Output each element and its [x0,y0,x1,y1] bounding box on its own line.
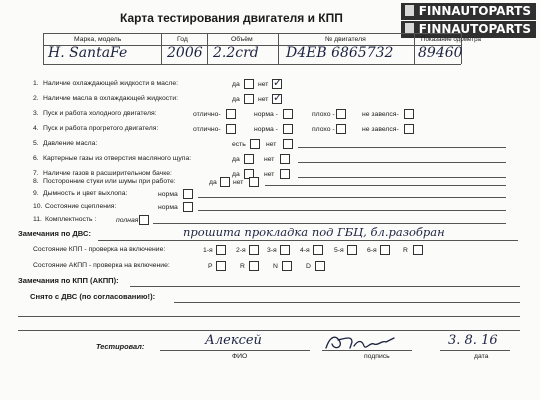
item-number: 11. [33,216,42,223]
header-divider [161,33,162,64]
item-number: 3. [33,110,39,117]
option-label: не завелся- [362,126,399,133]
item-label: Пуск и работа прогретого двигателя: [43,125,159,132]
header-bottom-rule [43,64,461,65]
remarks-engine-value: прошита прокладка под ГБЦ, бл.разобран [183,225,445,239]
checkbox-bad[interactable] [336,109,346,119]
gear-checkbox[interactable] [413,245,423,255]
remarks-kpp-label: Замечания по КПП (АКПП): [18,276,119,285]
logo-icon [405,5,414,16]
checkbox-yes[interactable] [244,79,254,89]
engine-number-value: D4EB 6865732 [286,45,394,61]
answer-line [198,197,506,198]
volume-value: 2.2crd [213,45,259,61]
checkbox-yes[interactable] [250,139,260,149]
gear-label: D [306,263,311,270]
answer-line [298,147,506,148]
gear-label: 6-я [367,247,377,254]
blank-line [18,330,520,331]
gear-checkbox[interactable] [280,245,290,255]
header-divider [207,33,208,64]
gear-label: N [273,263,278,270]
item-number: 4. [33,125,39,132]
checkbox-excellent[interactable] [226,124,236,134]
header-divider [414,33,415,64]
option-label: плохо - [312,126,335,133]
item-label: Давление масла: [43,140,98,147]
gear-label: R [403,247,408,254]
answer-line [298,162,506,163]
header-col-volume: Объём [231,36,253,43]
option-label: нет [264,171,275,178]
finnautoparts-logo: FINNAUTOPARTS [401,3,536,20]
option-label: нет [266,141,277,148]
option-label: есть [232,141,246,148]
checkmark-icon: ✓ [273,91,283,104]
option-label: да [232,96,240,103]
remarks-engine-line [98,240,518,241]
option-label: да [232,81,240,88]
option-label: не завелся- [362,111,399,118]
checkbox-no-start[interactable] [404,109,414,119]
checkbox-yes[interactable] [220,177,230,187]
checkbox-no-start[interactable] [404,124,414,134]
item-label: Состояние сцепления: [45,203,117,210]
finnautoparts-logo: FINNAUTOPARTS [401,21,536,38]
header-col-engine: № двигателя [325,36,366,43]
remarks-engine-label: Замечания по ДВС: [18,229,92,238]
name-line [160,350,310,351]
checkbox-no[interactable] [280,154,290,164]
removed-label: Снято с ДВС (по согласованию!): [30,292,156,301]
item-label: Наличие масла в охлаждающей жидкости: [43,95,178,102]
item-number: 8. [33,178,39,185]
gear-label: P [208,263,213,270]
option-label: нет [264,156,275,163]
remarks-kpp-line [130,286,520,287]
year-value: 2006 [167,45,203,61]
checkbox-bad[interactable] [336,124,346,134]
tested-by-label: Тестировал: [96,342,145,351]
gear-checkbox[interactable] [249,261,259,271]
checkmark-icon: ✓ [273,76,283,89]
blank-line [18,316,520,317]
item-number: 6. [33,155,39,162]
option-label: нет [258,81,269,88]
option-label: плохо - [312,111,335,118]
option-label: нет [258,96,269,103]
gear-checkbox[interactable] [216,245,226,255]
item-label: Посторонние стуки или шумы при работе: [43,178,176,185]
header-top-rule [43,33,461,34]
answer-line [153,223,506,224]
checkbox-complete[interactable] [139,215,149,225]
option-label: да [209,179,217,186]
checkbox-no[interactable] [272,76,283,89]
gear-checkbox[interactable] [282,261,292,271]
item-label: Картерные газы из отверстия масляного щупа: [43,155,192,162]
answer-line [198,210,506,211]
item-label: Наличие газов в расширительном бачке: [43,170,172,177]
option-label: да [232,156,240,163]
tester-name: Алексей [205,333,262,348]
gear-checkbox[interactable] [315,261,325,271]
gear-checkbox[interactable] [313,245,323,255]
item-number: 10. [33,203,43,210]
item-number: 2. [33,95,39,102]
option-label: отлично- [193,126,221,133]
gear-label: R [240,263,245,270]
gear-label: 1-я [203,247,213,254]
page-title: Карта тестирования двигателя и КПП [120,11,343,25]
checkbox-normal[interactable] [183,202,193,212]
item-number: 9. [33,190,39,197]
checkbox-normal[interactable] [283,109,293,119]
header-col-odometer: Показание одометра [421,36,481,43]
option-label: норма [158,204,178,211]
checkbox-no[interactable] [283,139,293,149]
header-divider [278,33,279,64]
date-line [440,350,510,351]
item-label: Комплектность : [45,216,97,223]
date-caption: дата [474,353,489,360]
option-label: да [232,171,240,178]
signature-image [322,332,398,354]
item-label: Наличие охлаждающей жидкости в масле: [43,80,178,87]
option-label: норма - [254,111,278,118]
removed-line [174,302,520,303]
gear-label: 2-я [236,247,246,254]
item-label: Пуск и работа холодного двигателя: [43,110,157,117]
checkbox-normal[interactable] [283,124,293,134]
option-label: нет [233,179,244,186]
item-number: 1. [33,80,39,87]
checkbox-no[interactable] [280,169,290,179]
date-value: 3. 8. 16 [448,333,498,348]
header-col-year: Год [177,36,188,43]
gear-checkbox[interactable] [249,245,259,255]
option-label: норма [158,191,178,198]
odometer-value: 89460 [418,45,463,61]
header-divider [43,33,44,64]
checkbox-excellent[interactable] [226,109,236,119]
checkbox-normal[interactable] [183,189,193,199]
header-col-model: Марка, модель [74,36,122,43]
gear-checkbox[interactable] [216,261,226,271]
gear-label: 3-я [267,247,277,254]
gear-checkbox[interactable] [380,245,390,255]
kpp-label: Состояние КПП - проверка на включение: [33,246,166,253]
checkbox-no[interactable] [272,91,283,104]
option-label: отлично- [193,111,221,118]
signature-caption: подпись [364,353,390,360]
item-number: 5. [33,140,39,147]
answer-line [265,185,506,186]
answer-line [298,177,506,178]
model-value: H. SantaFe [48,45,128,61]
gear-label: 5-я [334,247,344,254]
option-label: норма - [254,126,278,133]
akpp-label: Состояние АКПП - проверка на включение: [33,262,170,269]
checkbox-yes[interactable] [244,154,254,164]
item-label: Дымность и цвет выхлопа: [43,190,128,197]
name-caption: ФИО [232,353,248,360]
checkbox-yes[interactable] [244,94,254,104]
checkbox-no[interactable] [249,177,259,187]
item-number: 7. [33,170,39,177]
option-label: полная [116,217,139,224]
gear-checkbox[interactable] [347,245,357,255]
gear-label: 4-я [300,247,310,254]
